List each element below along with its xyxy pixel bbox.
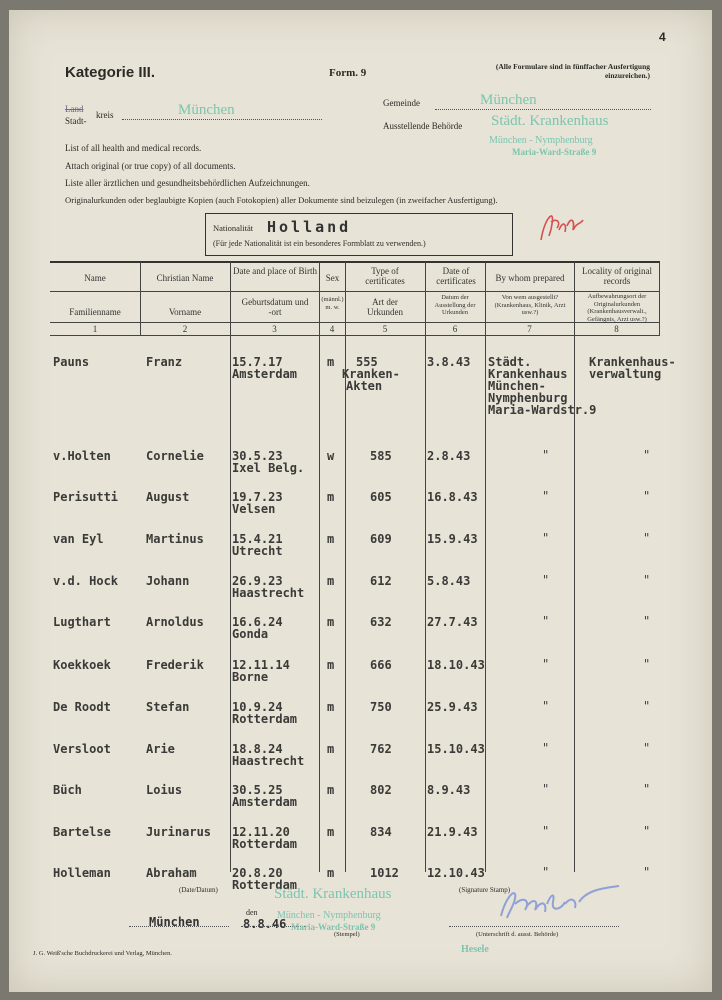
instruction-line: Attach original (or true copy) of all documents. bbox=[65, 161, 236, 171]
instruction-line: Liste aller ärztlichen und gesundheitsbehördlichen Aufzeichnungen. bbox=[65, 178, 310, 188]
cell-locality-ditto: " bbox=[643, 741, 651, 755]
cell-birth-place: Velsen bbox=[232, 502, 276, 516]
cell-name: Holleman bbox=[53, 866, 111, 880]
cell-cert-type: 585 bbox=[370, 449, 392, 463]
column-header-de: Familienname bbox=[69, 307, 121, 317]
cell-locality: Krankenhaus- bbox=[589, 355, 676, 369]
footer-stamp-line3: Maria-Ward-Straße 9 bbox=[291, 922, 376, 932]
cell-name: van Eyl bbox=[53, 532, 104, 546]
table-top-border bbox=[50, 261, 660, 263]
copies-note: (Alle Formulare sind in fünffacher Ausfertigung einzureichen.) bbox=[495, 62, 650, 80]
cell-birth-date: 30.5.23 bbox=[232, 449, 283, 463]
cell-prepared-by-ditto: " bbox=[542, 865, 550, 879]
cell-sex: m bbox=[327, 615, 335, 629]
document-page bbox=[9, 10, 712, 992]
cell-prepared-by-ditto: " bbox=[542, 741, 550, 755]
kreis-label: kreis bbox=[96, 110, 114, 120]
cell-birth-date: 15.4.21 bbox=[232, 532, 283, 546]
footer-place: München bbox=[149, 915, 200, 929]
cell-locality-ditto: " bbox=[643, 865, 651, 879]
cell-prepared-by: Maria-Wardstr.9 bbox=[488, 403, 597, 417]
cell-cert-type: 605 bbox=[370, 490, 392, 504]
behoerde-stamp-line3: Maria-Ward-Straße 9 bbox=[512, 147, 597, 157]
cell-cert-type: 834 bbox=[370, 825, 392, 839]
cell-cert-type: 762 bbox=[370, 742, 392, 756]
cell-cert-date: 21.9.43 bbox=[427, 825, 478, 839]
cell-prepared-by-ditto: " bbox=[542, 573, 550, 587]
cell-first-name: Abraham bbox=[146, 866, 197, 880]
form-number: Form. 9 bbox=[329, 67, 367, 79]
column-header-de: (männl.) m. w. bbox=[321, 296, 344, 311]
behoerde-stamp-line2: München - Nymphenburg bbox=[489, 135, 593, 146]
cell-birth-date: 20.8.20 bbox=[232, 866, 283, 880]
cell-name: Büch bbox=[53, 783, 82, 797]
footer-stamp-line2: München - Nymphenburg bbox=[277, 910, 381, 921]
cell-locality-ditto: " bbox=[643, 614, 651, 628]
nationality-note: (Für jede Nationalität ist ein besonderes Formblatt zu verwenden.) bbox=[213, 239, 426, 248]
column-header-en: Name bbox=[84, 273, 106, 283]
column-header-de: Von wem ausgestellt? (Krankenhaus, Klinik, Arzt usw.?) bbox=[494, 294, 566, 316]
footer-den: den bbox=[246, 908, 258, 917]
cell-prepared-by: Nymphenburg bbox=[488, 391, 568, 405]
cell-birth-place: Amsterdam bbox=[232, 367, 298, 381]
column-number: 6 bbox=[452, 324, 458, 334]
table-header-divider bbox=[50, 322, 660, 323]
cell-sex: m bbox=[327, 783, 335, 797]
cell-cert-type: 609 bbox=[370, 532, 392, 546]
cell-cert-type: 666 bbox=[370, 658, 392, 672]
column-header-en: Date of certificates bbox=[436, 266, 476, 286]
cell-locality-ditto: " bbox=[643, 448, 651, 462]
cell-birth-place: Ixel Belg. bbox=[232, 461, 305, 475]
cell-prepared-by-ditto: " bbox=[542, 699, 550, 713]
cell-prepared-by: Krankenhaus bbox=[488, 367, 568, 381]
date-label: (Date/Datum) bbox=[179, 886, 218, 894]
column-divider bbox=[230, 262, 231, 872]
cell-cert-type: 612 bbox=[370, 574, 392, 588]
cell-first-name: Frederik bbox=[146, 658, 204, 672]
cell-first-name: Cornelie bbox=[146, 449, 204, 463]
column-header-de: Art der Urkunden bbox=[367, 297, 403, 317]
cell-name: Lugthart bbox=[53, 615, 111, 629]
category-title: Kategorie III. bbox=[65, 64, 156, 81]
nationality-value: Holland bbox=[267, 218, 352, 236]
signature-icon bbox=[491, 882, 631, 928]
cell-cert-date: 2.8.43 bbox=[427, 449, 471, 463]
column-header-en: By whom prepared bbox=[495, 273, 565, 283]
cell-sex: m bbox=[327, 532, 335, 546]
behoerde-stamp-line1: Städt. Krankenhaus bbox=[491, 113, 609, 129]
table-header-divider bbox=[50, 291, 660, 292]
cell-cert-date: 15.10.43 bbox=[427, 742, 485, 756]
cell-first-name: Jurinarus bbox=[146, 825, 212, 839]
cell-birth-date: 30.5.25 bbox=[232, 783, 283, 797]
cell-name: v.Holten bbox=[53, 449, 111, 463]
printer-credit: J. G. Weiß'sche Buchdruckerei und Verlag, München. bbox=[33, 950, 173, 957]
cell-sex: m bbox=[327, 490, 335, 504]
cell-locality-ditto: " bbox=[643, 782, 651, 796]
column-divider bbox=[485, 262, 486, 872]
cell-prepared-by-ditto: " bbox=[542, 531, 550, 545]
column-header-de: Aufbewahrungsort der Originalurkunden (Krankenhausverwalt., Gefängnis, Arzt usw.?) bbox=[587, 293, 647, 323]
cell-birth-place: Rotterdam bbox=[232, 878, 298, 892]
cell-birth-date: 18.8.24 bbox=[232, 742, 283, 756]
cell-birth-date: 15.7.17 bbox=[232, 355, 283, 369]
cell-first-name: Martinus bbox=[146, 532, 204, 546]
cell-locality-ditto: " bbox=[643, 573, 651, 587]
signature-label: (Signature Stamp) bbox=[459, 886, 511, 894]
cell-birth-date: 16.6.24 bbox=[232, 615, 283, 629]
cell-first-name: Johann bbox=[146, 574, 190, 588]
column-header-en: Christian Name bbox=[156, 273, 214, 283]
cell-cert-date: 18.10.43 bbox=[427, 658, 485, 672]
cell-cert-type: 750 bbox=[370, 700, 392, 714]
unterschrift-label: (Unterschrift d. ausst. Behörde) bbox=[476, 931, 559, 938]
kreis-value: München bbox=[122, 102, 322, 120]
footer-date: 8.8.46 bbox=[243, 917, 287, 931]
column-number: 2 bbox=[182, 324, 188, 334]
column-number: 7 bbox=[527, 324, 532, 334]
cell-birth-place: Rotterdam bbox=[232, 712, 298, 726]
cell-locality: verwaltung bbox=[589, 367, 662, 381]
cell-sex: m bbox=[327, 700, 335, 714]
stadt-label: Stadt- bbox=[65, 116, 87, 126]
cell-birth-place: Haastrecht bbox=[232, 586, 305, 600]
column-divider bbox=[659, 262, 660, 335]
cell-first-name: Franz bbox=[146, 355, 183, 369]
stempel-label: (Stempel) bbox=[334, 931, 360, 938]
instruction-line: List of all health and medical records. bbox=[65, 143, 202, 153]
cell-birth-date: 12.11.14 bbox=[232, 658, 290, 672]
column-header-de: Vorname bbox=[168, 307, 202, 317]
cell-sex: m bbox=[327, 825, 335, 839]
nationality-box bbox=[205, 213, 513, 256]
footer-place-line bbox=[129, 926, 229, 927]
cell-first-name: Arnoldus bbox=[146, 615, 204, 629]
cell-sex: m bbox=[327, 574, 335, 588]
column-divider bbox=[574, 262, 575, 872]
cell-birth-date: 10.9.24 bbox=[232, 700, 283, 714]
cell-prepared-by-ditto: " bbox=[542, 824, 550, 838]
column-header-en: Type of certificates bbox=[365, 266, 405, 286]
cell-name: Perisutti bbox=[53, 490, 119, 504]
nationality-label: Nationalität bbox=[213, 223, 254, 233]
cell-name: Pauns bbox=[53, 355, 90, 369]
cell-first-name: Loius bbox=[146, 783, 183, 797]
cell-birth-place: Rotterdam bbox=[232, 837, 298, 851]
cell-first-name: August bbox=[146, 490, 190, 504]
footer-stamp-line1: Städt. Krankenhaus bbox=[274, 886, 392, 902]
cell-sex: m bbox=[327, 658, 335, 672]
cell-sex: m bbox=[327, 355, 335, 369]
table-header-divider bbox=[50, 335, 660, 336]
cell-sex: w bbox=[327, 449, 335, 463]
cell-cert-date: 16.8.43 bbox=[427, 490, 478, 504]
cell-prepared-by-ditto: " bbox=[542, 657, 550, 671]
instruction-line: Originalurkunden oder beglaubigte Kopien (auch Fotokopien) aller Dokumente sind beizulegen (in zweifacher Ausfertigung). bbox=[65, 195, 498, 205]
cell-name: Versloot bbox=[53, 742, 111, 756]
cell-cert-type: 1012 bbox=[370, 866, 399, 880]
cell-prepared-by-ditto: " bbox=[542, 614, 550, 628]
cell-prepared-by-ditto: " bbox=[542, 489, 550, 503]
column-number: 8 bbox=[614, 324, 619, 334]
column-divider bbox=[425, 262, 426, 872]
cell-name: Koekkoek bbox=[53, 658, 111, 672]
page-number: 4 bbox=[659, 30, 666, 44]
cell-locality-ditto: " bbox=[643, 531, 651, 545]
column-divider bbox=[319, 262, 320, 872]
cell-birth-place: Haastrecht bbox=[232, 754, 305, 768]
cell-name: De Roodt bbox=[53, 700, 111, 714]
cell-cert-type: 555 bbox=[356, 355, 378, 369]
column-header-en: Locality of original records bbox=[582, 266, 652, 286]
cell-cert-date: 15.9.43 bbox=[427, 532, 478, 546]
cell-cert-date: 3.8.43 bbox=[427, 355, 471, 369]
column-header-de: Geburtsdatum und -ort bbox=[241, 297, 309, 317]
cell-prepared-by: München- bbox=[488, 379, 546, 393]
column-header-en: Sex bbox=[325, 273, 340, 283]
cell-sex: m bbox=[327, 742, 335, 756]
cell-cert-type: 632 bbox=[370, 615, 392, 629]
behoerde-label: Ausstellende Behörde bbox=[383, 121, 463, 131]
cell-birth-date: 12.11.20 bbox=[232, 825, 290, 839]
cell-name: v.d. Hock bbox=[53, 574, 119, 588]
column-number: 4 bbox=[329, 324, 335, 334]
column-header-de: Datum der Ausstellung der Urkunden bbox=[434, 294, 476, 316]
cell-locality-ditto: " bbox=[643, 657, 651, 671]
cell-locality-ditto: " bbox=[643, 824, 651, 838]
column-number: 3 bbox=[272, 324, 277, 334]
cell-cert-type: Kranken- bbox=[342, 367, 400, 381]
cell-prepared-by: Städt. bbox=[488, 355, 532, 369]
cell-cert-date: 25.9.43 bbox=[427, 700, 478, 714]
cell-birth-place: Utrecht bbox=[232, 544, 283, 558]
cell-birth-place: Amsterdam bbox=[232, 795, 298, 809]
column-number: 1 bbox=[92, 324, 98, 334]
cell-locality-ditto: " bbox=[643, 489, 651, 503]
cell-prepared-by-ditto: " bbox=[542, 448, 550, 462]
cell-birth-date: 19.7.23 bbox=[232, 490, 283, 504]
cell-cert-date: 8.9.43 bbox=[427, 783, 471, 797]
cell-cert-date: 5.8.43 bbox=[427, 574, 471, 588]
cell-name: Bartelse bbox=[53, 825, 111, 839]
cell-birth-place: Borne bbox=[232, 670, 269, 684]
cell-cert-date: 27.7.43 bbox=[427, 615, 478, 629]
cell-locality-ditto: " bbox=[643, 699, 651, 713]
cell-cert-type: Akten bbox=[346, 379, 383, 393]
cell-cert-date: 12.10.43 bbox=[427, 866, 485, 880]
cell-birth-place: Gonda bbox=[232, 627, 269, 641]
gemeinde-label: Gemeinde bbox=[383, 98, 420, 108]
cell-first-name: Arie bbox=[146, 742, 175, 756]
column-header-en: Date and place of Birth bbox=[233, 266, 317, 276]
gemeinde-value: München bbox=[435, 92, 651, 110]
land-label-struck: Land bbox=[65, 104, 84, 114]
red-mark-icon bbox=[537, 208, 589, 248]
cell-birth-date: 26.9.23 bbox=[232, 574, 283, 588]
column-divider bbox=[345, 262, 346, 872]
cell-first-name: Stefan bbox=[146, 700, 190, 714]
cell-cert-type: 802 bbox=[370, 783, 392, 797]
cell-prepared-by-ditto: " bbox=[542, 782, 550, 796]
cell-sex: m bbox=[327, 866, 335, 880]
column-number: 5 bbox=[382, 324, 388, 334]
signature-name-stamp: Hesele bbox=[461, 944, 489, 955]
